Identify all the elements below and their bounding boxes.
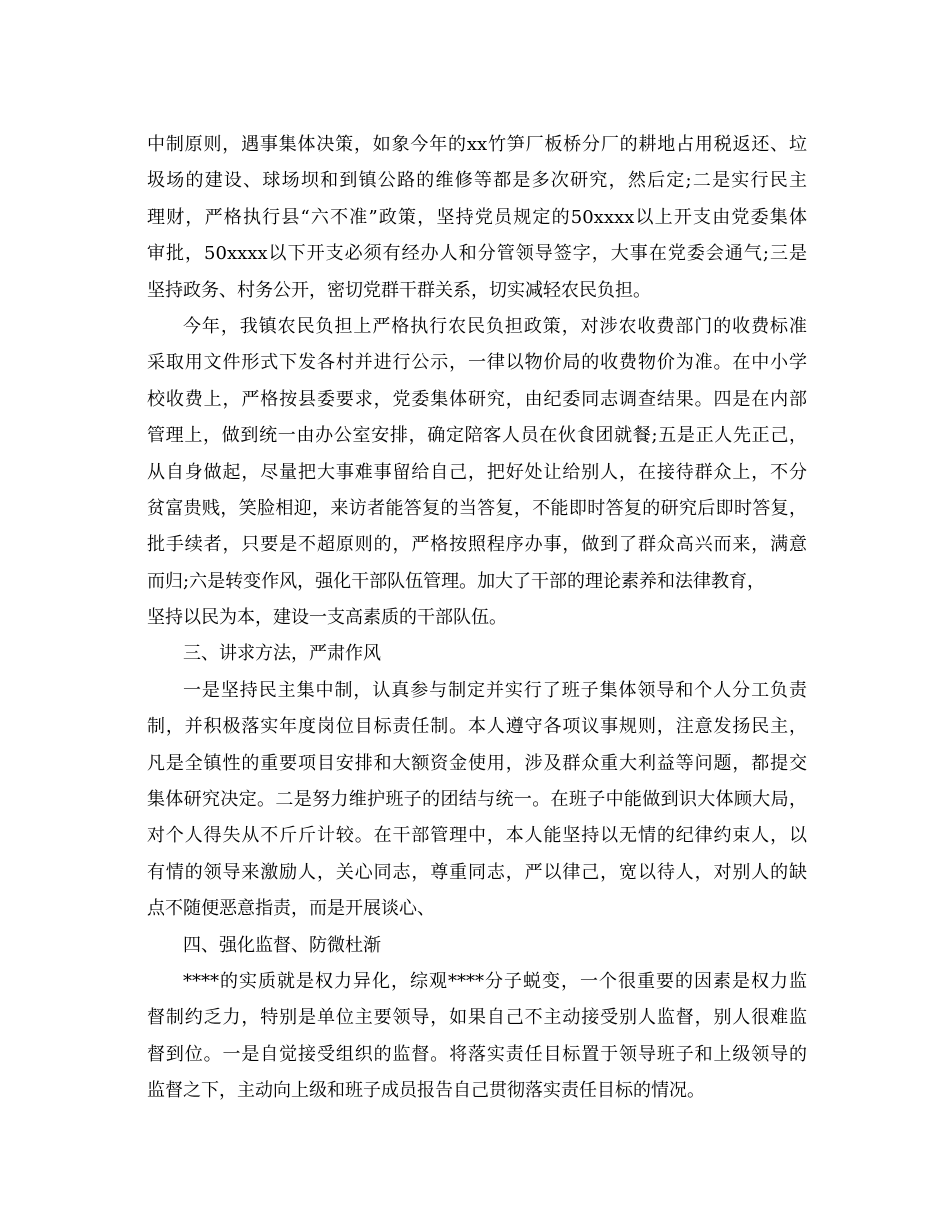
text-line: 坚持以民为本，建设一支高素质的干部队伍。 (147, 607, 507, 629)
text-line: 审批，50xxxx以下开支必须有经办人和分管领导签字，大事在党委会通气;三是 (147, 243, 807, 265)
text-line: 批手续者，只要是不超原则的，严格按照程序办事，做到了群众高兴而来，满意 (147, 534, 807, 556)
text-line: 中制原则，遇事集体决策，如象今年的xx竹笋厂板桥分厂的耕地占用税返还、垃 (147, 134, 807, 155)
text-line: 有情的领导来激励人，关心同志，尊重同志，严以律己，宽以待人，对别人的缺 (147, 861, 807, 883)
text-line: 管理上，做到统一由办公室安排，确定陪客人员在伙食团就餐;五是正人先正己， (147, 425, 807, 447)
text-line: 从自身做起，尽量把大事难事留给自己，把好处让给别人，在接待群众上，不分 (147, 461, 807, 483)
document-body (147, 127, 807, 1110)
text-line: 今年，我镇农民负担上严格执行农民负担政策，对涉农收费部门的收费标准 (183, 315, 807, 337)
text-line: 理财，严格执行县“六不准”政策，坚持党员规定的50xxxx以上开支由党委集体 (147, 206, 807, 228)
text-line: 一是坚持民主集中制，认真参与制定并实行了班子集体领导和个人分工负责 (183, 679, 807, 701)
text-line: 采取用文件形式下发各村并进行公示，一律以物价局的收费物价为准。在中小学 (147, 352, 807, 374)
text-line: 坚持政务、村务公开，密切党群干群关系，切实减轻农民负担。 (147, 279, 651, 301)
text-line: 而归;六是转变作风，强化干部队伍管理。加大了干部的理论素养和法律教育， (147, 570, 766, 592)
text-line: 监督之下，主动向上级和班子成员报告自己贯彻落实责任目标的情况。 (147, 1080, 705, 1102)
text-line: 点不随便恶意指责，而是开展谈心、 (147, 898, 435, 920)
text-line: 对个人得失从不斤斤计较。在干部管理中，本人能坚持以无情的纪律约束人，以 (147, 825, 807, 847)
text-line: 督到位。一是自觉接受组织的监督。将落实责任目标置于领导班子和上级领导的 (147, 1043, 807, 1065)
text-line: 三、讲求方法，严肃作风 (183, 643, 381, 665)
text-line: ****的实质就是权力异化，综观****分子蜕变，一个很重要的因素是权力监 (183, 970, 807, 992)
text-line: 圾场的建设、球场坝和到镇公路的维修等都是多次研究，然后定;二是实行民主 (147, 170, 807, 192)
text-line: 集体研究决定。二是努力维护班子的团结与统一。在班子中能做到识大体顾大局， (147, 789, 807, 811)
text-line: 督制约乏力，特别是单位主要领导，如果自己不主动接受别人监督，别人很难监 (147, 1007, 807, 1029)
text-line: 制，并积极落实年度岗位目标责任制。本人遵守各项议事规则，注意发扬民主， (147, 716, 807, 738)
text-line: 校收费上，严格按县委要求，党委集体研究，由纪委同志调查结果。四是在内部 (147, 388, 807, 410)
text-line: 凡是全镇性的重要项目安排和大额资金使用，涉及群众重大利益等问题，都提交 (147, 752, 807, 774)
text-line: 四、强化监督、防微杜渐 (183, 934, 381, 956)
text-line: 贫富贵贱，笑脸相迎，来访者能答复的当答复，不能即时答复的研究后即时答复， (147, 497, 807, 519)
